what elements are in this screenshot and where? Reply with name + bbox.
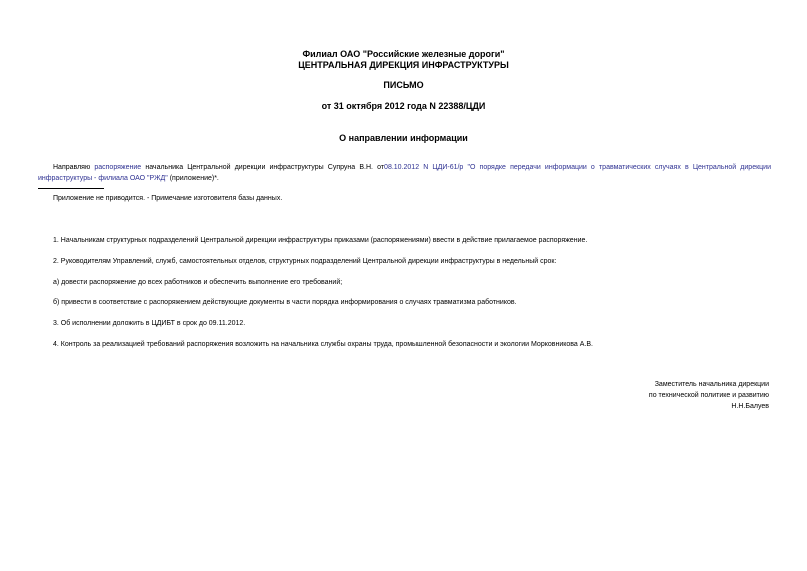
signature-block bbox=[649, 379, 769, 412]
document-date: от 31 октября 2012 года N 22388/ЦДИ bbox=[321, 101, 486, 111]
intro-text-start: Направляю bbox=[53, 164, 95, 171]
intro-text-end: (приложение)*. bbox=[167, 175, 219, 182]
item-3: 3. Об исполнении доложить в ЦДИБТ в срок до 09.11.2012. bbox=[53, 320, 246, 327]
organization-name: Филиал ОАО "Российские железные дороги" bbox=[302, 49, 505, 59]
footnote-divider bbox=[38, 188, 104, 189]
item-2a: а) довести распоряжение до всех работников и обеспечить выполнение его требований; bbox=[53, 279, 343, 286]
document-type: ПИСЬМО bbox=[383, 80, 424, 90]
item-4: 4. Контроль за реализацией требований распоряжения возложить на начальника службы охраны труда, промышленной безопасности и экологии Морковникова А.В. bbox=[53, 341, 593, 348]
organization-header bbox=[0, 49, 807, 71]
directorate-name: ЦЕНТРАЛЬНАЯ ДИРЕКЦИЯ ИНФРАСТРУКТУРЫ bbox=[298, 60, 509, 70]
order-link[interactable]: распоряжение bbox=[94, 164, 142, 171]
footnote-text: Приложение не приводится. - Примечание изготовителя базы данных. bbox=[53, 195, 283, 202]
intro-paragraph bbox=[38, 162, 771, 184]
signatory-position-line1: Заместитель начальника дирекции bbox=[654, 381, 769, 388]
item-2b: б) привести в соответствие с распоряжением действующие документы в части порядка информирования о случаях травматизма работников. bbox=[53, 299, 517, 306]
item-2: 2. Руководителям Управлений, служб, самостоятельных отделов, структурных подразделений Центральной дирекции инфраструктуры в недельный срок: bbox=[53, 258, 557, 265]
document-subject: О направлении информации bbox=[339, 133, 468, 143]
signatory-name: Н.Н.Балуев bbox=[731, 403, 769, 410]
order-details-link[interactable]: 08.10.2012 N ЦДИ-61/р "О порядке передачи информации о травматических случаях в Центральной дирекции инфраструктуры - филиала ОАО "РЖД" bbox=[38, 164, 771, 182]
item-1: 1. Начальникам структурных подразделений Центральной дирекции инфраструктуры приказами (распоряжениями) ввести в действие прилагаемое распоряжение. bbox=[53, 237, 588, 244]
intro-text-middle: начальника Центральной дирекции инфраструктуры Супруна В.Н. от bbox=[141, 164, 385, 171]
signatory-position-line2: по технической политике и развитию bbox=[648, 392, 769, 399]
